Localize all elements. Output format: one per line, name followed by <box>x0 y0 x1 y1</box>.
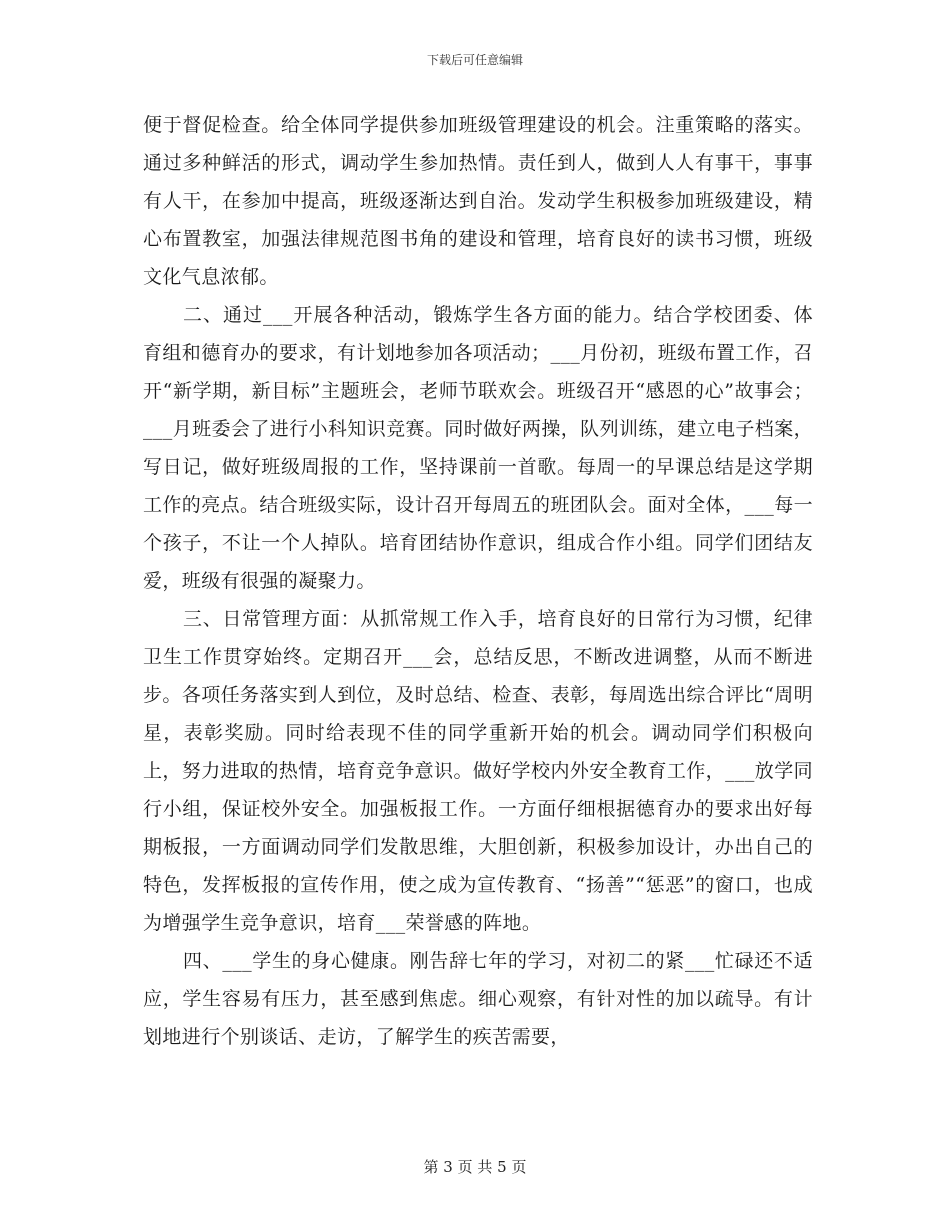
document-body <box>143 106 813 1056</box>
paragraph-4: 四、___学生的身心健康。刚告辞七年的学习，对初二的紧___忙碌还不适应，学生容易有压力，甚至感到焦虑。细心观察，有针对性的加以疏导。有计划地进行个别谈话、走访，了解学生的疾苦需要， <box>143 950 813 1048</box>
paragraph-1: 便于督促检查。给全体同学提供参加班级管理建设的机会。注重策略的落实。通过多种鲜活的形式，调动学生参加热情。责任到人，做到人人有事干，事事有人干，在参加中提高，班级逐渐达到自治。发动学生积极参加班级建设，精心布置教室，加强法律规范图书角的建设和管理，培育良好的读书习惯，班级文化气息浓郁。 <box>143 114 813 288</box>
paragraph-3: 三、日常管理方面：从抓常规工作入手，培育良好的日常行为习惯，纪律卫生工作贯穿始终。定期召开___会，总结反思，不断改进调整，从而不断进步。各项任务落实到人到位，及时总结、检查、表彰，每周选出综合评比“周明星，表彰奖励。同时给表现不佳的同学重新开始的机会。调动同学们积极向上，努力进取的热情，培育竞争意识。做好学校内外安全教育工作，___放学同行小组，保证校外安全。加强板报工作。一方面仔细根据德育办的要求出好每期板报，一方面调动同学们发散思维，大胆创新，积极参加设计，办出自己的特色，发挥板报的宣传作用，使之成为宣传教育、“扬善”“惩恶”的窗口，也成为增强学生竞争意识，培育___荣誉感的阵地。 <box>143 608 813 934</box>
paragraph-2: 二、通过___开展各种活动，锻炼学生各方面的能力。结合学校团委、体育组和德育办的要求，有计划地参加各项活动；___月份初，班级布置工作，召开“新学期，新目标”主题班会，老师节联欢会。班级召开“感恩的心”故事会；___月班委会了进行小科知识竞赛。同时做好两操，队列训练，建立电子档案，写日记，做好班级周报的工作，坚持课前一首歌。每周一的早课总结是这学期工作的亮点。结合班级实际，设计召开每周五的班团队会。面对全体，___每一个孩子，不让一个人掉队。培育团结协作意识，组成合作小组。同学们团结友爱，班级有很强的凝聚力。 <box>143 304 813 592</box>
page-footer: 第 3 页 共 5 页 <box>423 1158 527 1176</box>
page-header: 下载后可任意编辑 <box>426 53 523 67</box>
